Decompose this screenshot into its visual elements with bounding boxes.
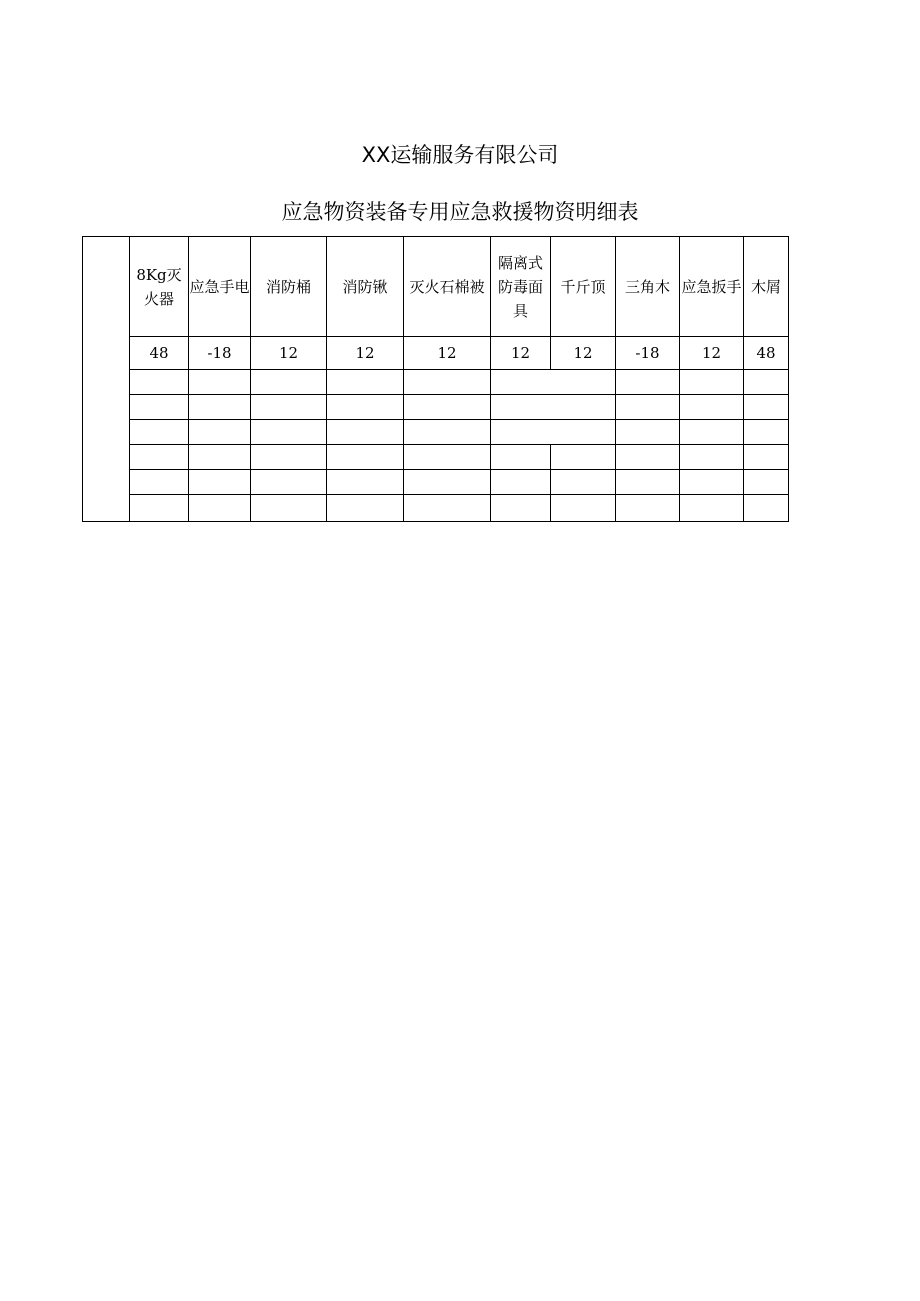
empty-cell (404, 420, 491, 445)
empty-cell (680, 420, 744, 445)
quantity-cell: -18 (616, 337, 680, 370)
empty-cell (130, 370, 189, 395)
empty-cell (251, 370, 327, 395)
empty-cell (680, 495, 744, 522)
empty-cell (189, 395, 251, 420)
empty-merged-cell (491, 420, 616, 445)
quantity-cell: 12 (551, 337, 616, 370)
empty-cell (327, 420, 404, 445)
empty-cell (189, 445, 251, 470)
quantity-cell: 48 (130, 337, 189, 370)
empty-cell (616, 370, 680, 395)
empty-cell (130, 395, 189, 420)
empty-merged-cell (491, 395, 616, 420)
empty-cell (680, 445, 744, 470)
header-cell-item-4: 消防锹 (327, 237, 404, 337)
table-row (83, 420, 789, 445)
empty-merged-cell (491, 370, 616, 395)
quantity-cell: -18 (189, 337, 251, 370)
empty-cell (251, 470, 327, 495)
empty-cell (616, 470, 680, 495)
empty-cell (744, 370, 789, 395)
empty-cell (744, 470, 789, 495)
empty-cell (616, 445, 680, 470)
empty-cell (744, 420, 789, 445)
empty-cell (551, 495, 616, 522)
header-cell-item-3: 消防桶 (251, 237, 327, 337)
empty-cell (327, 445, 404, 470)
table-row (83, 445, 789, 470)
table-row (83, 395, 789, 420)
empty-cell (327, 470, 404, 495)
empty-cell (680, 370, 744, 395)
quantity-cell: 12 (251, 337, 327, 370)
table-row (83, 370, 789, 395)
header-cell-item-10: 木屑 (744, 237, 789, 337)
empty-cell (251, 395, 327, 420)
table-row (83, 495, 789, 522)
header-cell-item-1: 8Kg灭火器 (130, 237, 189, 337)
header-cell-item-9: 应急扳手 (680, 237, 744, 337)
empty-cell (680, 395, 744, 420)
empty-cell (491, 495, 551, 522)
empty-cell (404, 445, 491, 470)
empty-cell (189, 470, 251, 495)
empty-cell (130, 495, 189, 522)
empty-cell (551, 470, 616, 495)
empty-cell (404, 470, 491, 495)
materials-table (82, 236, 789, 522)
company-name: XX运输服务有限公司 (361, 143, 559, 167)
empty-cell (327, 370, 404, 395)
empty-cell (491, 470, 551, 495)
quantity-cell: 48 (744, 337, 789, 370)
empty-cell (251, 495, 327, 522)
empty-cell (616, 420, 680, 445)
quantity-row (83, 337, 789, 370)
empty-cell (744, 445, 789, 470)
table-header-row (83, 237, 789, 337)
empty-cell (491, 445, 551, 470)
empty-cell (130, 445, 189, 470)
empty-cell (744, 395, 789, 420)
quantity-cell: 12 (327, 337, 404, 370)
empty-cell (130, 420, 189, 445)
empty-cell (551, 445, 616, 470)
empty-cell (327, 495, 404, 522)
empty-cell (404, 370, 491, 395)
empty-cell (251, 420, 327, 445)
empty-cell (680, 470, 744, 495)
empty-cell (189, 420, 251, 445)
empty-cell (251, 445, 327, 470)
header-cell-item-7: 千斤顶 (551, 237, 616, 337)
empty-cell (189, 370, 251, 395)
empty-cell (189, 495, 251, 522)
header-cell-item-8: 三角木 (616, 237, 680, 337)
empty-cell (404, 395, 491, 420)
row-label-cell (83, 237, 130, 522)
empty-cell (327, 395, 404, 420)
quantity-cell: 12 (680, 337, 744, 370)
quantity-cell: 12 (491, 337, 551, 370)
empty-cell (404, 495, 491, 522)
empty-cell (616, 395, 680, 420)
header-cell-item-6: 隔离式防毒面具 (491, 237, 551, 337)
empty-cell (130, 470, 189, 495)
header-cell-item-5: 灭火石棉被 (404, 237, 491, 337)
empty-cell (744, 495, 789, 522)
header-cell-item-2: 应急手电 (189, 237, 251, 337)
quantity-cell: 12 (404, 337, 491, 370)
document-title: 应急物资装备专用应急救援物资明细表 (281, 200, 639, 224)
empty-cell (616, 495, 680, 522)
table-row (83, 470, 789, 495)
